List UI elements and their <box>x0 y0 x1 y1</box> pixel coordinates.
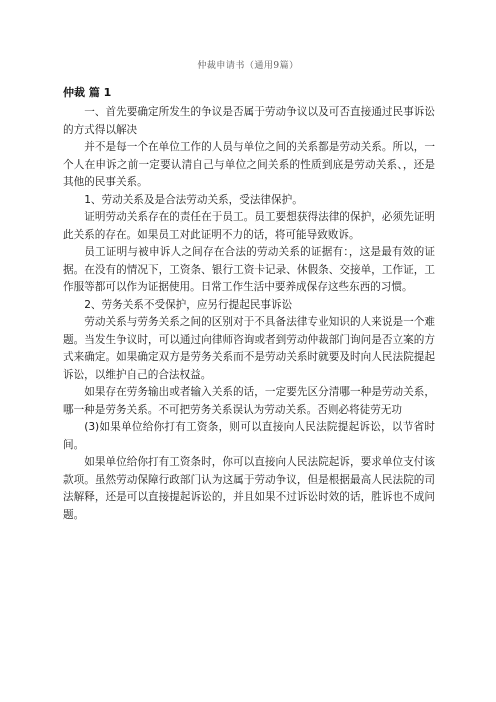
page-header-title: 仲裁申请书（通用9篇） <box>197 61 299 71</box>
paragraph-6: 2、劳务关系不受保护，应另行提起民事诉讼 <box>84 298 293 311</box>
paragraph-1: 一、首先要确定所发生的争议是否属于劳动争议以及可否直接通过民事诉讼的方式得以解决 <box>63 106 435 136</box>
paragraph-5: 员工证明与被申诉人之间存在合法的劳动关系的证据有：，这是最有效的证据。在没有的情况下，工资条、银行工资卡记录、休假条、交接单，工作证，工作服等都可以作为证据使用。日常工作生活中要养成保存这些东西的习惯。 <box>63 246 435 293</box>
paragraph-7: 劳动关系与劳务关系之间的区别对于不具备法律专业知识的人来说是一个难题。当发生争议时，可以通过向律师咨询或者到劳动仲裁部门询问是否立案的方式来确定。如果确定双方是劳务关系而不是劳动关系时就要及时向人民法院提起诉讼，以维护自己的合法权益。 <box>63 316 435 381</box>
paragraph-9: (3)如果单位给你打有工资条，则可以直接向人民法院提起诉讼，以节省时间。 <box>63 421 435 451</box>
paragraph-2: 并不是每一个在单位工作的人员与单位之间的关系都是劳动关系。所以，一个人在申诉之前一定要认清自己与单位之间关系的性质到底是劳动关系、，还是其他的民事关系。 <box>63 141 435 188</box>
section-title: 仲裁 篇 1 <box>63 86 112 99</box>
paragraph-8: 如果存在劳务输出或者输入关系的话，一定要先区分清哪一种是劳动关系，哪一种是劳务关系。不可把劳务关系误认为劳动关系。否则必将徒劳无功 <box>63 386 435 416</box>
paragraph-3: 1、劳动关系及是合法劳动关系，受法律保护。 <box>84 193 303 206</box>
document-body <box>63 84 435 524</box>
paragraph-4: 证明劳动关系存在的责任在于员工。员工要想获得法律的保护，必须先证明此关系的存在。如果员工对此证明不力的话，将可能导致败诉。 <box>63 211 435 241</box>
paragraph-10: 如果单位给你打有工资条时，你可以直接向人民法院起诉，要求单位支付该款项。虽然劳动保障行政部门认为这属于劳动争议，但是根据最高人民法院的司法解释，还是可以直接提起诉讼的，并且如果不过诉讼时效的话，胜诉也不成问题。 <box>63 456 435 521</box>
